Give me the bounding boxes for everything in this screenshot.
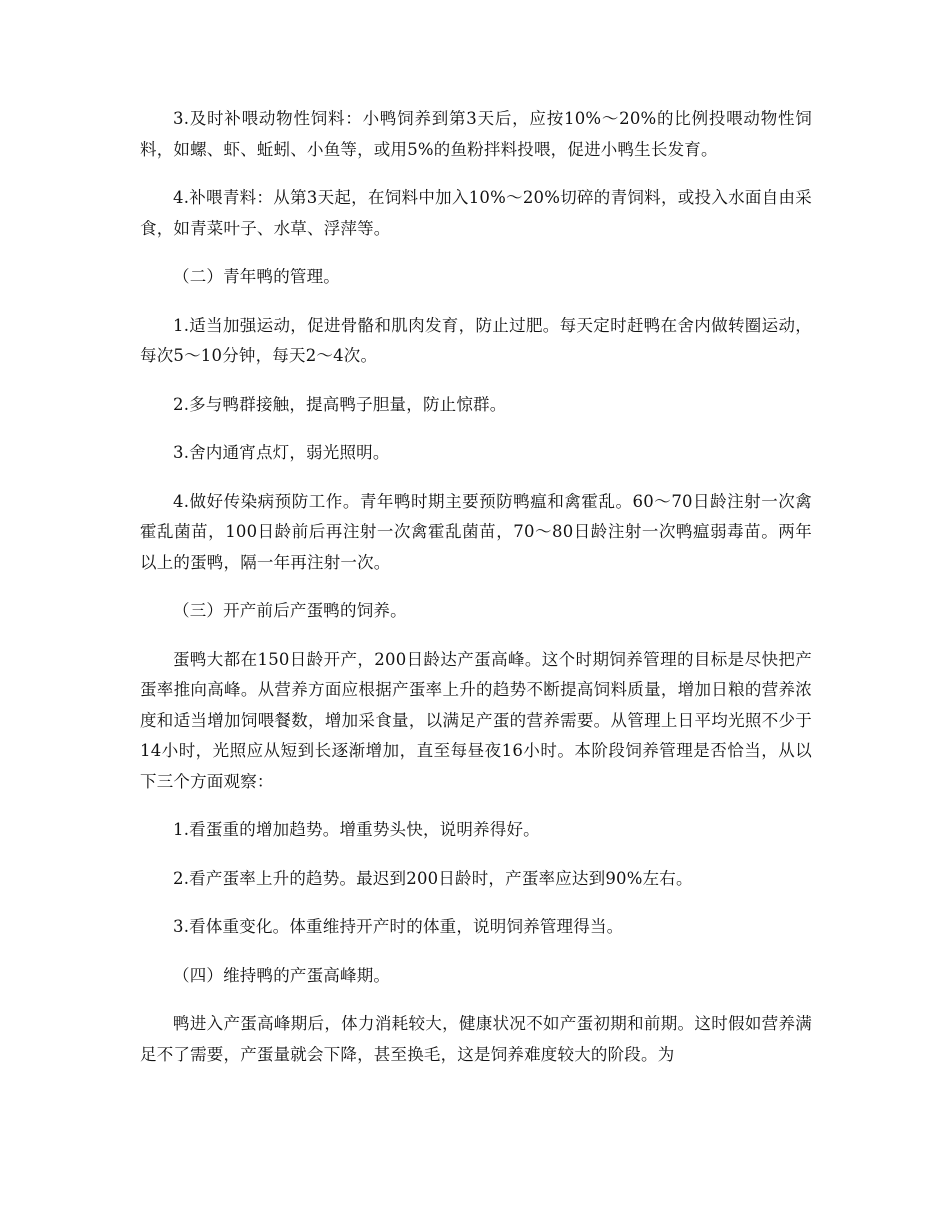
section-heading-peak-period: （四）维持鸭的产蛋高峰期。 — [173, 965, 391, 985]
section-heading-young-duck: （二）青年鸭的管理。 — [173, 267, 340, 286]
paragraph-lighting: 3.舍内通宵点灯，弱光照明。 — [173, 443, 390, 462]
document-body — [140, 104, 812, 1088]
paragraph-disease-prevention: 4.做好传染病预防工作。青年鸭时期主要预防鸭瘟和禽霍乱。60～70日龄注射一次禽霍乱菌苗，100日龄前后再注射一次禽霍乱菌苗，70～80日龄注射一次鸭瘟弱毒苗。两年以上的蛋鸭，隔一年再注射一次。 — [140, 491, 812, 572]
paragraph-contact: 2.多与鸭群接触，提高鸭子胆量，防止惊群。 — [173, 394, 507, 414]
paragraph-body-weight: 3.看体重变化。体重维持开产时的体重，说明饲养管理得当。 — [173, 917, 624, 936]
paragraph-laying-overview: 蛋鸭大都在150日龄开产，200日龄达产蛋高峰。这个时期饲养管理的目标是尽快把产蛋率推向高峰。从营养方面应根据产蛋率上升的趋势不断提高饲料质量，增加日粮的营养浓度和适当增加饲喂餐数，增加采食量，以满足产蛋的营养需要。从管理上日平均光照不少于14小时，光照应从短到长逐渐增加，直至每昼夜16小时。本阶段饲养管理是否恰当，从以下三个方面观察： — [140, 649, 812, 791]
paragraph-egg-weight: 1.看蛋重的增加趋势。增重势头快，说明养得好。 — [173, 820, 540, 839]
paragraph-exercise: 1.适当加强运动，促进骨骼和肌肉发育，防止过肥。每天定时赶鸭在舍内做转圈运动，每次5～10分钟，每天2～4次。 — [140, 315, 812, 365]
paragraph-duckling-green-feed: 4.补喂青料：从第3天起，在饲料中加入10%～20%切碎的青饲料，或投入水面自由采食，如青菜叶子、水草、浮萍等。 — [140, 188, 812, 238]
paragraph-laying-rate: 2.看产蛋率上升的趋势。最迟到200日龄时，产蛋率应达到90%左右。 — [173, 868, 693, 888]
paragraph-peak-period: 鸭进入产蛋高峰期后，体力消耗较大，健康状况不如产蛋初期和前期。这时假如营养满足不了需要，产蛋量就会下降，甚至换毛，这是饲养难度较大的阶段。为 — [140, 1014, 812, 1064]
paragraph-duckling-animal-feed: 3.及时补喂动物性饲料：小鸭饲养到第3天后，应按10%～20%的比例投喂动物性饲料，如螺、虾、蚯蚓、小鱼等，或用5%的鱼粉拌料投喂，促进小鸭生长发育。 — [140, 109, 812, 159]
section-heading-laying-start: （三）开产前后产蛋鸭的饲养。 — [173, 601, 407, 620]
